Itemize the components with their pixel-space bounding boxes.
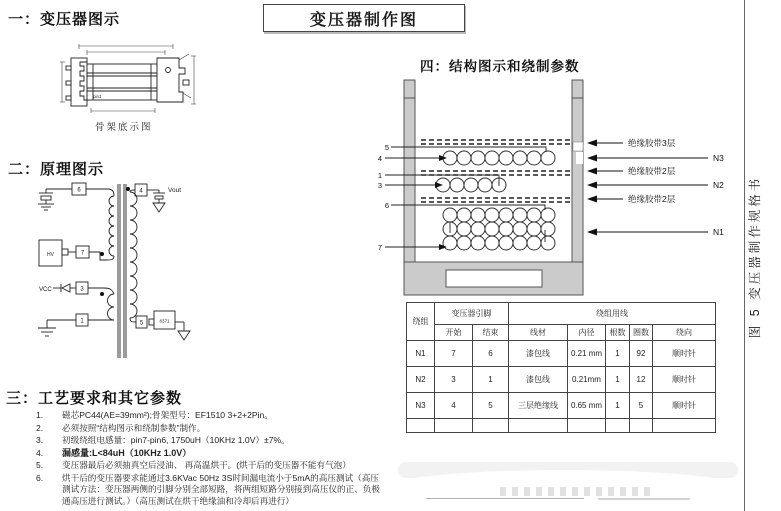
schematic-pin1-label: 1 xyxy=(80,318,84,325)
label-n2: N2 xyxy=(713,180,724,190)
list-item: 6. 烘干后的变压器要求能通过3.6KVac 50Hz 3S时间漏电流小于5mA的高压测试（高压测试方法：变压器两侧的引脚分别全部短路，将两组短路分别接到高压仪的正、负极通高压进行测试。）（高压测试在烘干绝缘油和冷却后再进行） xyxy=(36,472,380,506)
col-end: 结束 xyxy=(473,325,509,341)
table-row: N2 3 1 漆包线 0.21mm 1 12 顺时针 xyxy=(407,367,716,393)
label-tape-3-layers: 绝缘胶带3层 xyxy=(628,138,676,148)
col-turns: 圈数 xyxy=(630,325,653,341)
bobbin-caption: 骨架底示图 xyxy=(95,122,153,133)
vertical-divider xyxy=(744,0,745,511)
schematic-pin4-label: 4 xyxy=(139,188,143,195)
schematic-vcc-label: VCC xyxy=(39,287,52,293)
callout-1: 1 xyxy=(377,171,383,180)
label-tape-2-layers-b: 绝缘胶带2层 xyxy=(628,194,676,204)
col-direction: 绕向 xyxy=(653,325,716,341)
bobbin-pin1-label: pin1 xyxy=(93,94,102,99)
schematic-drawing xyxy=(12,176,202,376)
callout-6: 6 xyxy=(384,201,390,210)
section-3-heading: 三：工艺要求和其它参数 xyxy=(6,390,183,407)
table-row: N1 7 6 漆包线 0.21 mm 1 92 顺时针 xyxy=(407,341,716,367)
callout-3: 3 xyxy=(377,181,383,190)
schematic-ic-label: 8371 xyxy=(159,318,170,324)
schematic-pin5-label: 5 xyxy=(139,320,144,327)
winding-table xyxy=(406,302,716,433)
schematic-pin6-label: 6 xyxy=(77,187,81,194)
list-item: 1. 磁芯PC44(AE=39mm²);骨架型号：EF1510 3+2+2Pin。 xyxy=(36,410,273,420)
col-start: 开始 xyxy=(435,325,473,341)
schematic-vout-label: Vout xyxy=(168,187,182,194)
list-item: 3. 初级绕组电感量：pin7-pin6, 1750uH（10KHz 1.0V）±7%。 xyxy=(36,435,290,445)
schematic-pin3-label: 3 xyxy=(80,286,84,293)
list-item: 2. 必须按照“结构图示和绕制参数”制作。 xyxy=(36,422,206,433)
col-group-pins: 变压器引脚 xyxy=(435,303,509,325)
winding-structure-drawing xyxy=(373,72,738,300)
table-row xyxy=(407,419,716,433)
section-4-heading: 四：结构图示和绕制参数 xyxy=(420,59,580,74)
watermark-smudge xyxy=(500,487,650,496)
table-row: N3 4 5 三层绝缘线 0.65 mm 1 5 顺时针 xyxy=(407,393,716,419)
col-group-wire: 绕组用线 xyxy=(509,303,716,325)
watermark-smudge xyxy=(426,498,584,499)
col-strands: 根数 xyxy=(606,325,630,341)
section-1-heading: 一：变压器图示 xyxy=(8,11,121,28)
label-n3: N3 xyxy=(713,153,724,163)
label-tape-2-layers-a: 绝缘胶带2层 xyxy=(628,166,676,176)
callout-4: 4 xyxy=(377,154,383,163)
page-title: 变压器制作图 xyxy=(263,4,465,32)
col-diameter: 内径 xyxy=(568,325,606,341)
label-n1: N1 xyxy=(713,227,724,237)
callout-7: 7 xyxy=(377,243,383,252)
list-item: 5. 变压器最后必须抽真空后浸油、 再高温烘干。(烘干后的变压器不能有气泡） xyxy=(36,460,351,470)
schematic-pin7-label: 7 xyxy=(80,250,85,257)
col-wire: 线材 xyxy=(509,325,568,341)
figure-caption-vertical: 图 5 变压器制作规格书 xyxy=(748,175,762,339)
list-item: 4. 漏感量:L<84uH（10KHz 1.0V） xyxy=(36,447,192,458)
section-2-heading: 二：原理图示 xyxy=(8,161,105,178)
bobbin-cad-drawing xyxy=(55,40,200,118)
watermark-smudge xyxy=(598,498,690,500)
col-winding: 绕组 xyxy=(407,303,435,341)
schematic-hv-label: HV xyxy=(47,252,54,258)
process-requirements-list xyxy=(30,410,386,508)
callout-5: 5 xyxy=(384,143,390,152)
